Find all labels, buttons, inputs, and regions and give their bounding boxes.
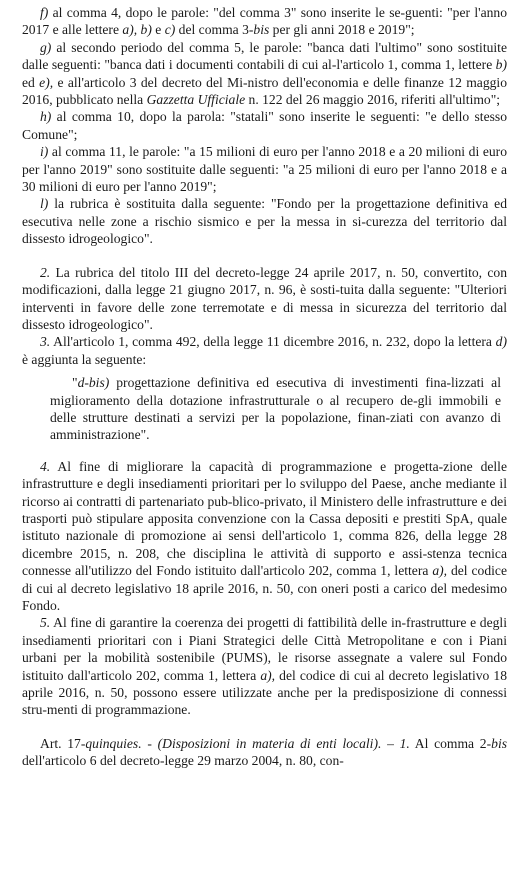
paragraph-letter-g (22, 39, 507, 109)
run: e all'articolo 3 del decreto del Mi-nistro dell'economia e delle finanze 12 maggio 2016, pubblicato nella (22, 74, 507, 108)
run: a), (260, 667, 276, 683)
paragraph-letter-h (22, 108, 507, 143)
run: dell'articolo 6 del decreto-legge 29 marzo 2004, n. 80, con- (22, 753, 344, 769)
run: al secondo periodo del comma 5, le parole: "banca dati l'ultimo" sono sostituite dalle seguenti: "banca dati i documenti contabili di cui al-l'articolo 1, comma 1, lettere (22, 39, 507, 73)
run: 3. (40, 334, 51, 350)
run: 2. (40, 264, 51, 280)
run: f) (40, 5, 49, 20)
run: Art. 17- (40, 735, 86, 751)
paragraph-letter-l (22, 195, 507, 247)
run: quinquies. (85, 735, 142, 751)
run: a), (432, 563, 448, 579)
run: – (381, 735, 400, 751)
run: 1. (399, 735, 410, 751)
quoted-letter-d-bis (50, 374, 501, 444)
run: 4. (40, 458, 51, 474)
run: e), (39, 74, 54, 90)
run: per gli anni 2018 e 2019"; (269, 22, 415, 38)
run: Gazzetta Ufficiale (146, 92, 246, 108)
run: a), b) (122, 22, 152, 38)
paragraph-letter-i (22, 143, 507, 195)
run: bis (253, 22, 270, 38)
run: b) (495, 57, 507, 73)
run: - (141, 735, 158, 751)
run: la rubrica è sostituita dalla seguente: "Fondo per la progettazione definitiva ed esecutiva nelle zone a rischio sismico e per la messa in si-curezza del territorio dal dissesto idrogeologico". (22, 196, 507, 247)
run: ed (22, 74, 40, 90)
paragraph-comma-2 (22, 264, 507, 334)
run: e (151, 22, 165, 38)
run: n. 122 del 26 maggio 2016, riferiti all'ultimo"; (245, 92, 501, 108)
paragraph-letter-f (22, 4, 507, 39)
run: d-bis) (77, 375, 110, 391)
run: progettazione definitiva ed esecutiva di investimenti fina-lizzati al miglioramento della dotazione infrastrutturale o al recupero de-gli immobili e delle strutture destinati a servizi per la popolazione, finan-ziati con avanzo di amministrazione". (50, 375, 501, 443)
run: c) (164, 22, 176, 38)
run: è aggiunta la seguente: (22, 351, 147, 367)
run: (Disposizioni in materia di enti locali). (157, 735, 382, 751)
run: bis (491, 735, 508, 751)
run: del codice di cui al decreto legislativo 18 aprile 2016, n. 50, possono essere utilizzate anche per la predisposizione di connessi stru-menti di programmazione. (22, 667, 507, 718)
paragraph-comma-4 (22, 458, 507, 615)
run: del codice di cui al decreto legislativo 18 aprile 2016, n. 50, con oneri posti a carico del medesimo Fondo. (22, 563, 507, 613)
run: al comma 4, dopo le parole: "del comma 3" sono inserite le se-guenti: "per l'anno 2017 e alle lettere (22, 5, 507, 38)
run: d) (495, 334, 507, 350)
run: h) (40, 109, 52, 125)
run: l) (40, 196, 49, 212)
run: al comma 11, le parole: "a 15 milioni di euro per l'anno 2018 e a 20 milioni di euro per l'anno 2019" sono sostituite dalle seguenti: "a 25 milioni di euro per l'anno 2018 e a 30 milioni di euro per l'anno 2019"; (22, 144, 507, 195)
run: del comma 3- (175, 22, 254, 38)
run: All'articolo 1, comma 492, della legge 11 dicembre 2016, n. 232, dopo la lettera (50, 334, 496, 350)
run: al comma 10, dopo la parola: "statali" sono inserite le seguenti: "e dello stesso Comune"; (22, 109, 507, 142)
run: 5. (40, 615, 51, 631)
run: Al fine di migliorare la capacità di programmazione e progetta-zione delle infrastrutture e degli insediamenti prioritari per lo sviluppo del Paese, anche mediante il ricorso ai contratti di partenariato pub-blico-privato, il Ministero delle infrastrutture e dei trasporti può stipulare apposita convenzione con la Cassa depositi e prestiti SpA, quale istituto nazionale di promozione ai sensi dell'articolo 1, comma 826, della legge 28 dicembre 2015, n. 208, che disciplina le attività di supporto e assi-stenza tecnica connesse all'utilizzo del Fondo istituito dall'articolo 202, comma 1, lettera (22, 458, 507, 579)
run: Al comma 2- (409, 735, 492, 751)
run: " (72, 375, 78, 391)
run: La rubrica del titolo III del decreto-legge 24 aprile 2017, n. 50, convertito, con modificazioni, dalla legge 21 giugno 2017, n. 96, è sosti-tuita dalla seguente: "Ulteriori interventi in favore delle zone terremotate e di messa in sicurezza del territorio dal dissesto idrogeologico". (22, 264, 507, 332)
run: i) (40, 144, 49, 160)
paragraph-article-17-quinquies (22, 735, 507, 770)
paragraph-comma-3 (22, 333, 507, 368)
run: Al fine di garantire la coerenza dei progetti di fattibilità delle in-frastrutture e degli insediamenti prioritari con i Piani Strategici delle Città Metropolitane e con i Piani urbani per la mobilità sostenibile (PUMS), le risorse assegnate a valere sul Fondo istituito dall'articolo 202, comma 1, lettera (22, 615, 507, 683)
run: g) (40, 39, 52, 55)
paragraph-comma-5 (22, 614, 507, 718)
